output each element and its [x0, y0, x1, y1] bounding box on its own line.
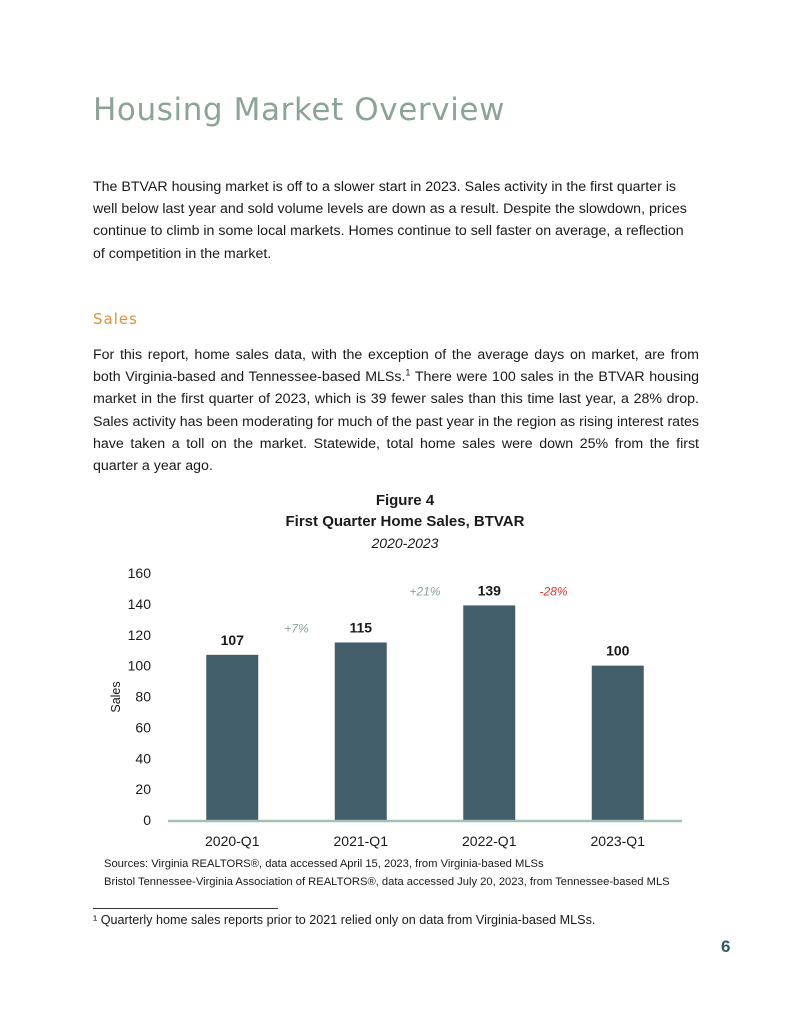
data-label: 139 — [477, 582, 501, 599]
y-tick-label: 140 — [127, 595, 151, 612]
sales-text-part2: There were 100 sales in the BTVAR housing market in the first quarter of 2023, which is 39 fewer sales than this time last year, a 28% drop. Sales activity has been moderating for much of the past year in the region as rising interest rates have taken a toll on the market. Statewide, total home sales were down 25% from the first quarter a year ago. — [93, 369, 699, 475]
sales-heading: Sales — [93, 310, 138, 328]
y-tick-label: 120 — [127, 626, 151, 643]
source-line-1: Sources: Virginia REALTORS®, data accessed April 15, 2023, from Virginia-based MLSs — [104, 858, 544, 870]
page-number: 6 — [721, 937, 731, 956]
x-tick-label: 2023-Q1 — [590, 833, 645, 849]
y-tick-label: 60 — [135, 719, 151, 736]
intro-paragraph: The BTVAR housing market is off to a slower start in 2023. Sales activity in the first quarter is well below last year and sold volume levels are down as a result. Despite the slowdown, prices continue to climb in some local markets. Homes continue to sell faster on average, a reflection of competition in the market. — [93, 179, 687, 262]
y-tick-label: 80 — [135, 688, 151, 705]
bar-2020-Q1 — [206, 655, 258, 820]
sales-text-part1: For this report, home sales data, with the exception of the average days on market, are from both Virginia-based and Tennessee-based MLSs. — [93, 347, 699, 386]
y-tick-label: 0 — [143, 812, 151, 828]
sources-note — [104, 855, 744, 891]
figure-label: Figure 4 — [375, 492, 435, 509]
y-tick-label: 160 — [127, 565, 151, 581]
data-label: 107 — [220, 631, 244, 648]
chart-title: First Quarter Home Sales, BTVAR — [285, 513, 525, 530]
change-annotation: +7% — [284, 621, 309, 636]
footnote-divider — [93, 908, 278, 909]
x-tick-label: 2022-Q1 — [462, 833, 517, 849]
x-tick-label: 2021-Q1 — [333, 833, 388, 849]
bar-2021-Q1 — [335, 642, 387, 820]
chart-subtitle: 2020-2023 — [371, 535, 439, 551]
y-tick-label: 40 — [135, 750, 151, 767]
bar-2023-Q1 — [592, 666, 644, 820]
y-axis-label: Sales — [109, 681, 123, 713]
y-tick-label: 20 — [135, 781, 151, 798]
footnote-reference[interactable]: 1 — [405, 367, 411, 378]
change-annotation: -28% — [539, 584, 568, 599]
source-line-2: Bristol Tennessee-Virginia Association of REALTORS®, data accessed July 20, 2023, from Tennessee-based MLS — [104, 876, 670, 888]
data-label: 115 — [349, 619, 373, 636]
bar-2022-Q1 — [463, 605, 515, 820]
page-title: Housing Market Overview — [93, 92, 506, 128]
x-tick-label: 2020-Q1 — [205, 833, 260, 849]
footnote: ¹ Quarterly home sales reports prior to 2021 relied only on data from Virginia-based MLSs. — [93, 913, 596, 927]
y-tick-label: 100 — [127, 657, 151, 674]
data-label: 100 — [606, 642, 630, 659]
change-annotation: +21% — [409, 584, 441, 599]
